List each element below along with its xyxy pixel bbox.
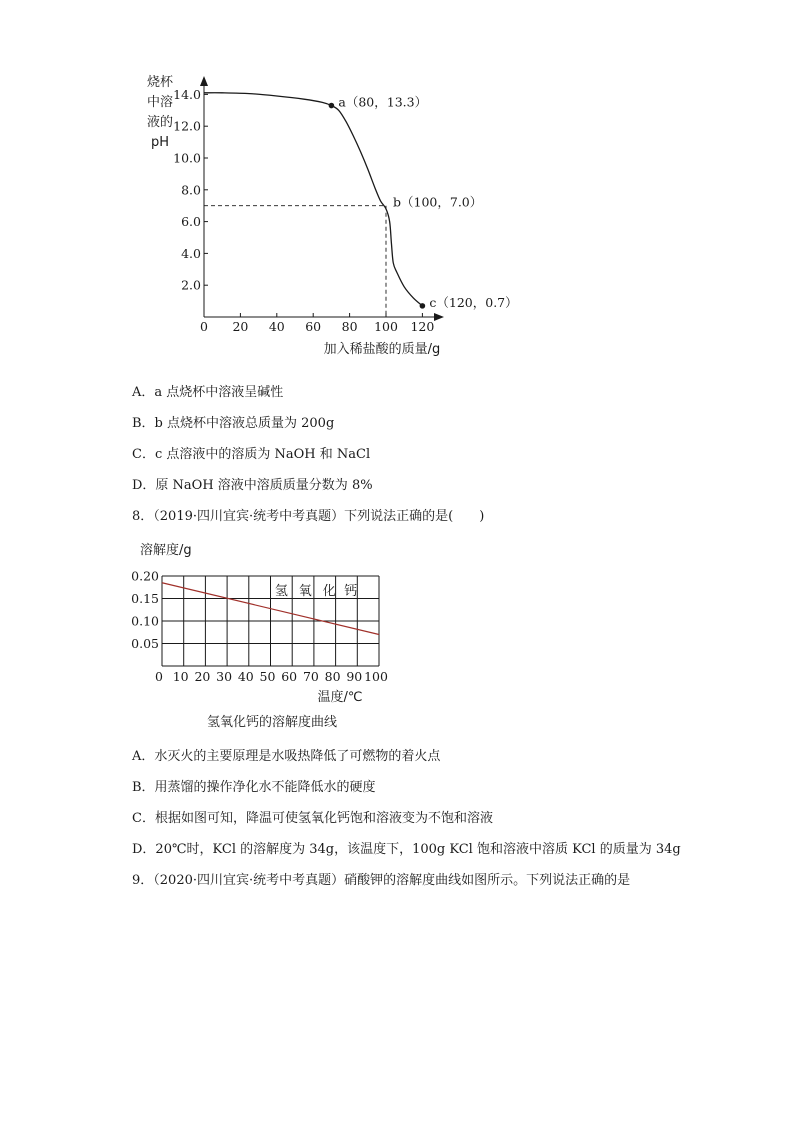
- solubility-chart: [0, 530, 794, 740]
- solubility-x-tick-label: 10: [172, 669, 189, 684]
- ph-chart-x-tick-label: 40: [268, 319, 285, 334]
- ph-chart-xlabel: 加入稀盐酸的质量/g: [323, 342, 441, 357]
- ph-chart-points: [329, 95, 518, 310]
- solubility-x-tick-label: 50: [259, 669, 276, 684]
- ph-chart-ylabel-line: pH: [150, 135, 170, 150]
- ph-chart-y-tick-label: 10.0: [173, 150, 201, 166]
- ph-chart-x-tick-label: 120: [410, 319, 435, 334]
- ph-chart-y-tick-label: 2.0: [181, 277, 201, 293]
- solubility-x-tick-label: 20: [194, 669, 211, 684]
- solubility-x-tick-label: 60: [281, 669, 298, 684]
- ph-chart-x-tick-label: 60: [305, 319, 322, 334]
- ph-chart-y-tick-label: 6.0: [181, 214, 201, 230]
- solubility-chart-caption: 氢氧化钙的溶解度曲线: [206, 715, 338, 730]
- ph-chart-point: [329, 103, 335, 109]
- ph-chart-y-tick-label: 8.0: [181, 182, 201, 198]
- solubility-x-tick-label: 80: [324, 669, 341, 684]
- q8-stem: 8．（2019·四川宜宾·统考中考真题）下列说法正确的是( ): [132, 509, 485, 524]
- solubility-annotation-char: 化: [322, 584, 336, 599]
- solubility-y-tick-label: 0.15: [131, 591, 159, 606]
- solubility-x-tick-label: 40: [237, 669, 254, 684]
- ph-chart: [0, 0, 794, 370]
- ph-chart-x-tick-label: 80: [341, 319, 358, 334]
- ph-chart-y-ticks: [173, 87, 208, 293]
- ph-chart-point-label: a（80，13.3）: [338, 94, 428, 110]
- q7-option-d: D．原 NaOH 溶液中溶质质量分数为 8%: [132, 478, 373, 493]
- solubility-y-tick-label: 0.10: [131, 613, 159, 629]
- q8-option-d: D．20℃时，KCl 的溶解度为 34g，该温度下，100g KCl 饱和溶液中溶质 KCl 的质量为 34g: [132, 842, 681, 857]
- solubility-y-tick-label: 0.05: [131, 636, 159, 651]
- ph-chart-y-tick-label: 14.0: [173, 86, 201, 102]
- ph-chart-x-arrow: [434, 313, 444, 321]
- q8-option-a: A．水灭火的主要原理是水吸热降低了可燃物的着火点: [132, 749, 441, 764]
- solubility-chart-y-ticks: [131, 569, 159, 652]
- solubility-x-tick-label: 100: [364, 669, 388, 684]
- solubility-chart-annotation: [275, 584, 357, 599]
- ph-chart-x-ticks: [200, 313, 434, 334]
- ph-chart-x-tick-label: 0: [200, 319, 208, 334]
- q8-option-b: B．用蒸馏的操作净化水不能降低水的硬度: [132, 780, 376, 795]
- solubility-x-tick-label: 90: [346, 669, 363, 684]
- ph-chart-x-tick-label: 20: [232, 319, 249, 334]
- q7-option-a: A．a 点烧杯中溶液呈碱性: [132, 385, 284, 400]
- ph-chart-y-arrow: [200, 76, 208, 86]
- solubility-annotation-char: 钙: [344, 584, 358, 599]
- q9-stem: 9．（2020·四川宜宾·统考中考真题）硝酸钾的溶解度曲线如图所示。下列说法正确的是: [132, 873, 631, 888]
- ph-chart-point-label: b（100，7.0）: [393, 194, 483, 210]
- q8-option-c: C．根据如图可知，降温可使氢氧化钙饱和溶液变为不饱和溶液: [132, 811, 493, 826]
- solubility-y-tick-label: 0.20: [131, 568, 159, 584]
- solubility-chart-xlabel: 温度/℃: [317, 690, 363, 705]
- ph-chart-y-tick-label: 4.0: [181, 245, 201, 261]
- ph-curve: [204, 93, 422, 306]
- solubility-x-tick-label: 30: [216, 669, 233, 684]
- ph-chart-guides: [204, 206, 386, 317]
- ph-chart-ylabel-line: 液的: [146, 115, 174, 130]
- solubility-annotation-char: 氧: [298, 584, 312, 599]
- solubility-annotation-char: 氢: [274, 584, 288, 599]
- ph-chart-y-tick-label: 12.0: [173, 118, 201, 134]
- solubility-chart-x-ticks: [155, 669, 388, 684]
- solubility-x-tick-label: 70: [302, 669, 319, 684]
- ph-chart-x-tick-label: 100: [374, 319, 398, 334]
- q7-option-b: B．b 点烧杯中溶液总质量为 200g: [132, 416, 335, 431]
- solubility-chart-ylabel: 溶解度/g: [140, 543, 192, 558]
- ph-chart-ylabel-line: 烧杯: [146, 75, 174, 90]
- ph-chart-ylabel: [147, 74, 174, 150]
- q7-option-c: C．c 点溶液中的溶质为 NaOH 和 NaCl: [132, 447, 371, 462]
- ph-chart-point: [420, 303, 426, 309]
- solubility-x-tick-label: 0: [155, 669, 163, 684]
- ph-chart-point-label: c（120，0.7）: [429, 294, 518, 310]
- ph-chart-ylabel-line: 中溶: [146, 95, 174, 110]
